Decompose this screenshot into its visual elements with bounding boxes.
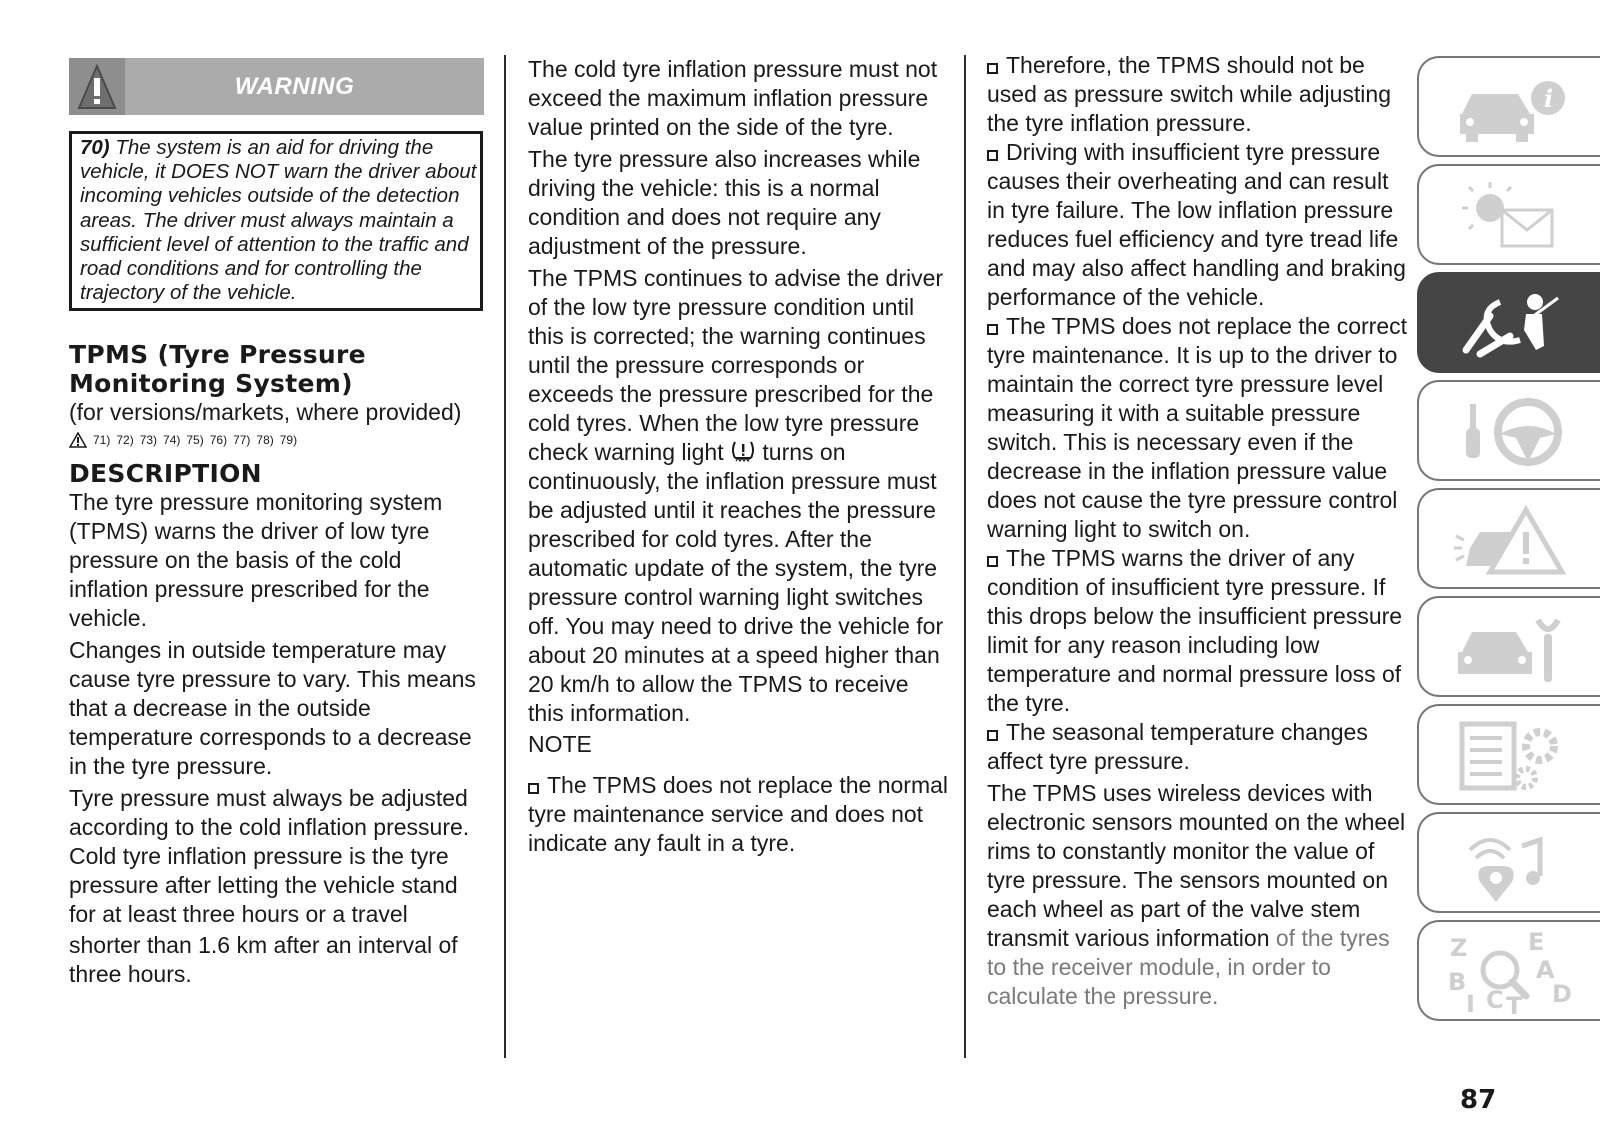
ref-73[interactable]: 73) <box>139 433 158 447</box>
section-heading-line2: Monitoring System) <box>69 369 353 398</box>
multimedia-icon <box>1440 820 1580 906</box>
ref-74[interactable]: 74) <box>163 433 181 447</box>
tab-lights-messages[interactable] <box>1417 164 1600 265</box>
col3-paragraph-main: The TPMS uses wireless devices with electronic sensors mounted on the wheel rims to constantly monitor the value of tyre pressure. The sensors mounted on each wheel as part of the valve stem transmit various information <box>987 780 1406 951</box>
tab-servicing[interactable] <box>1417 596 1600 697</box>
svg-text:D: D <box>1551 979 1572 1008</box>
car-service-icon <box>1440 604 1580 690</box>
tab-multimedia[interactable] <box>1417 812 1600 913</box>
warning-note-number: 70) <box>80 136 110 159</box>
column-3 <box>987 51 1407 1011</box>
warning-triangle-icon <box>1440 496 1580 582</box>
col3-bullet-5: The seasonal temperature changes affect tyre pressure. <box>987 718 1407 776</box>
tab-starting-driving[interactable] <box>1417 380 1600 481</box>
airbag-safety-icon <box>1440 280 1580 366</box>
page-number: 87 <box>1460 1085 1497 1115</box>
warning-note-text: The system is an aid for driving the vehicle, it DOES NOT warn the driver about incoming vehicles outside of the detection areas. The driver must always maintain a sufficient level of attention to the traffic and road conditions and for controlling the trajectory of the vehicle. <box>80 136 477 305</box>
col3-paragraph-faded: of the tyres to the receiver module, in order to calculate the pressure. <box>987 925 1390 1009</box>
col2-p3b: turns on continuously, the inflation pressure must be adjusted until it reaches the pressure prescribed for cold tyres. After the automatic update of the system, the tyre pressure control warning light switches off. You may need to drive the vehicle for about 20 minutes at a speed higher than 20 km/h to allow the TPMS to receive this information. <box>528 439 944 726</box>
section-heading-line1: TPMS (Tyre Pressure <box>69 340 366 369</box>
svg-text:A: A <box>1535 955 1555 984</box>
col3-bullet-4: The TPMS warns the driver of any condition of insufficient tyre pressure. If this drops below the insufficient pressure limit for any reason including low temperature and normal pressure loss of the tyre. <box>987 544 1407 718</box>
warning-references <box>69 427 484 453</box>
col3-paragraph <box>987 779 1407 1011</box>
ref-75[interactable]: 75) <box>186 433 204 447</box>
ref-79[interactable]: 79) <box>279 433 298 447</box>
warning-header <box>69 58 484 115</box>
warning-note-box <box>69 131 483 311</box>
section-subtitle: (for versions/markets, where provided) <box>69 399 462 425</box>
col2-bullet-1: The TPMS does not replace the normal tyre maintenance service and does not indicate any fault in a tyre. <box>528 772 949 856</box>
lights-message-icon <box>1440 172 1580 258</box>
tyre-pressure-warning-icon <box>730 439 756 463</box>
warning-title: WARNING <box>234 72 355 100</box>
col2-p3a: The TPMS continues to advise the driver of the low tyre pressure condition until this is corrected; the warning continues until the pressure corresponds or exceeds the pressure prescribed for the cold tyres. When the low tyre pressure check warning light <box>528 265 944 465</box>
svg-text:E: E <box>1527 927 1544 956</box>
svg-text:I: I <box>1465 989 1475 1014</box>
svg-text:B: B <box>1447 967 1466 996</box>
ref-71[interactable]: 71) <box>93 433 111 447</box>
svg-text:i: i <box>1543 83 1553 113</box>
col3-bullet-2: Driving with insufficient tyre pressure causes their overheating and can result in tyre failure. The low inflation pressure reduces fuel efficiency and tyre tread life and may also affect handling and braking performance of the vehicle. <box>987 139 1406 310</box>
col2-p2: The tyre pressure also increases while driving the vehicle: this is a normal condition and does not require any adjustment of the pressure. <box>528 146 921 259</box>
column-divider-2 <box>964 55 966 1058</box>
column-divider-1 <box>504 55 506 1058</box>
tab-technical-data[interactable] <box>1417 704 1600 805</box>
col2-p3 <box>528 264 948 728</box>
col3-bullet-1: Therefore, the TPMS should not be used as pressure switch while adjusting the tyre inflation pressure. <box>987 51 1407 138</box>
car-info-icon <box>1440 64 1580 150</box>
svg-text:C: C <box>1485 985 1504 1014</box>
description-p3b: shorter than 1.6 km after an interval of three hours. <box>69 932 458 987</box>
small-warning-icon <box>69 432 87 448</box>
note-label: NOTE <box>528 731 592 757</box>
index-az-icon <box>1440 928 1580 1014</box>
specs-gear-icon <box>1440 712 1580 798</box>
svg-text:Z: Z <box>1449 933 1467 962</box>
tab-safety[interactable] <box>1417 272 1600 373</box>
description-p3: Tyre pressure must always be adjusted according to the cold inflation pressure. Cold tyre inflation pressure is the tyre pressure after letting the vehicle stand for at least three hours or a travel <box>69 785 470 927</box>
warning-icon <box>69 58 125 115</box>
ref-76[interactable]: 76) <box>209 433 228 447</box>
ref-72[interactable]: 72) <box>116 433 134 447</box>
col3-bullet-3: The TPMS does not replace the correct tyre maintenance. It is up to the driver to maintain the correct tyre pressure level measuring it with a suitable pressure switch. This is necessary even if the decrease in the inflation pressure value does not cause the tyre pressure control warning light to switch on. <box>987 313 1407 542</box>
key-steering-icon <box>1440 388 1580 474</box>
description-p2: Changes in outside temperature may cause tyre pressure to vary. This means that a decrease in the outside temperature corresponds to a decrease in the tyre pressure. <box>69 637 476 779</box>
tab-index[interactable] <box>1417 920 1600 1021</box>
description-heading: DESCRIPTION <box>69 459 262 488</box>
ref-78[interactable]: 78) <box>256 433 274 447</box>
column-2 <box>528 55 948 858</box>
col2-p1: The cold tyre inflation pressure must not exceed the maximum inflation pressure value printed on the side of the tyre. <box>528 56 938 140</box>
ref-77[interactable]: 77) <box>233 433 251 447</box>
description-p1: The tyre pressure monitoring system (TPMS) warns the driver of low tyre pressure on the basis of the cold inflation pressure prescribed for the vehicle. <box>69 489 443 631</box>
svg-text:T: T <box>1505 991 1522 1014</box>
tab-emergency[interactable] <box>1417 488 1600 589</box>
column-1 <box>69 340 484 989</box>
tab-car-info[interactable] <box>1417 56 1600 157</box>
